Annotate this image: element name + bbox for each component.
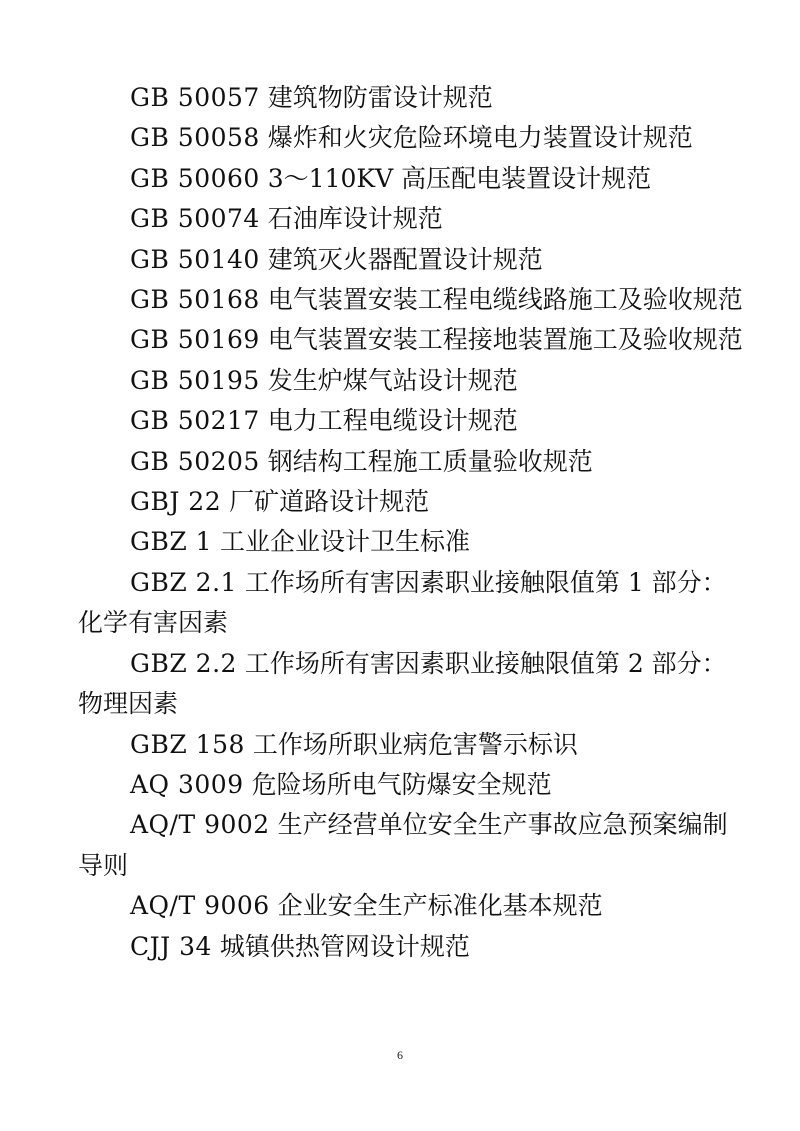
standard-code: GBJ 22 (130, 487, 222, 517)
standard-entry (78, 644, 748, 725)
standard-code: GB 50217 (130, 406, 260, 436)
standard-entry (78, 118, 748, 158)
standard-entry (78, 805, 748, 886)
standard-code: AQ/T 9002 (130, 810, 270, 840)
standard-title: 企业安全生产标准化基本规范 (277, 891, 603, 921)
standard-code: GB 50074 (130, 204, 260, 234)
standard-entry (78, 522, 748, 562)
standard-code: GB 50169 (130, 325, 260, 355)
standard-entry (78, 199, 748, 239)
standard-entry (78, 563, 748, 644)
page-number: 6 (397, 1048, 403, 1062)
standard-entry (78, 442, 748, 482)
standard-code: GB 50057 (130, 83, 260, 112)
standard-title: 厂矿道路设计规范 (229, 487, 430, 517)
standard-title: 工业企业设计卫生标准 (220, 527, 471, 557)
standard-title: 发生炉煤气站设计规范 (267, 365, 518, 395)
standard-code: GB 50058 (130, 123, 260, 153)
standard-entry (78, 320, 748, 360)
standard-entry (78, 482, 748, 522)
standard-entry (78, 927, 748, 967)
standard-code: AQ/T 9006 (130, 891, 270, 921)
standard-entry (78, 725, 748, 765)
standard-title: 钢结构工程施工质量验收规范 (267, 446, 593, 476)
standard-entry (78, 240, 748, 280)
standard-code: GBZ 1 (130, 527, 213, 557)
standard-title: 爆炸和火灾危险环境电力装置设计规范 (267, 123, 693, 153)
standard-title: 电气装置安装工程电缆线路施工及验收规范 (267, 285, 743, 315)
standard-code: AQ 3009 (130, 769, 244, 799)
standard-code: GB 50140 (130, 244, 260, 274)
standard-code: GB 50195 (130, 365, 260, 395)
standard-title: 电气装置安装工程接地装置施工及验收规范 (267, 325, 743, 355)
standard-title: 3～110KV 高压配电装置设计规范 (267, 163, 652, 193)
standard-code: GBZ 2.2 (130, 648, 237, 678)
standard-title: 工作场所有害因素职业接触限值第 1 部分：化学有害因素 (78, 567, 727, 638)
standard-entry (78, 401, 748, 441)
standard-title: 生产经营单位安全生产事故应急预案编制导则 (78, 810, 728, 880)
standard-entry (78, 280, 748, 320)
standard-title: 建筑灭火器配置设计规范 (267, 244, 543, 274)
standard-title: 建筑物防雷设计规范 (267, 83, 493, 112)
standard-code: GB 50205 (130, 446, 260, 476)
standard-title: 城镇供热管网设计规范 (219, 931, 470, 961)
standard-entry (78, 159, 748, 199)
standard-code: GBZ 158 (130, 729, 245, 759)
standard-code: GB 50168 (130, 285, 260, 315)
standard-title: 工作场所有害因素职业接触限值第 2 部分：物理因素 (78, 648, 727, 719)
standard-title: 石油库设计规范 (267, 204, 443, 234)
standard-code: GB 50060 (130, 163, 260, 193)
standard-title: 危险场所电气防爆安全规范 (251, 769, 552, 799)
standard-title: 工作场所职业病危害警示标识 (252, 729, 578, 759)
standards-list (78, 78, 748, 967)
standard-entry (78, 361, 748, 401)
standard-title: 电力工程电缆设计规范 (267, 406, 518, 436)
standard-entry (78, 765, 748, 805)
standard-code: GBZ 2.1 (130, 567, 237, 597)
standard-code: CJJ 34 (130, 931, 212, 961)
standard-entry (78, 886, 748, 926)
standard-entry (78, 78, 748, 118)
